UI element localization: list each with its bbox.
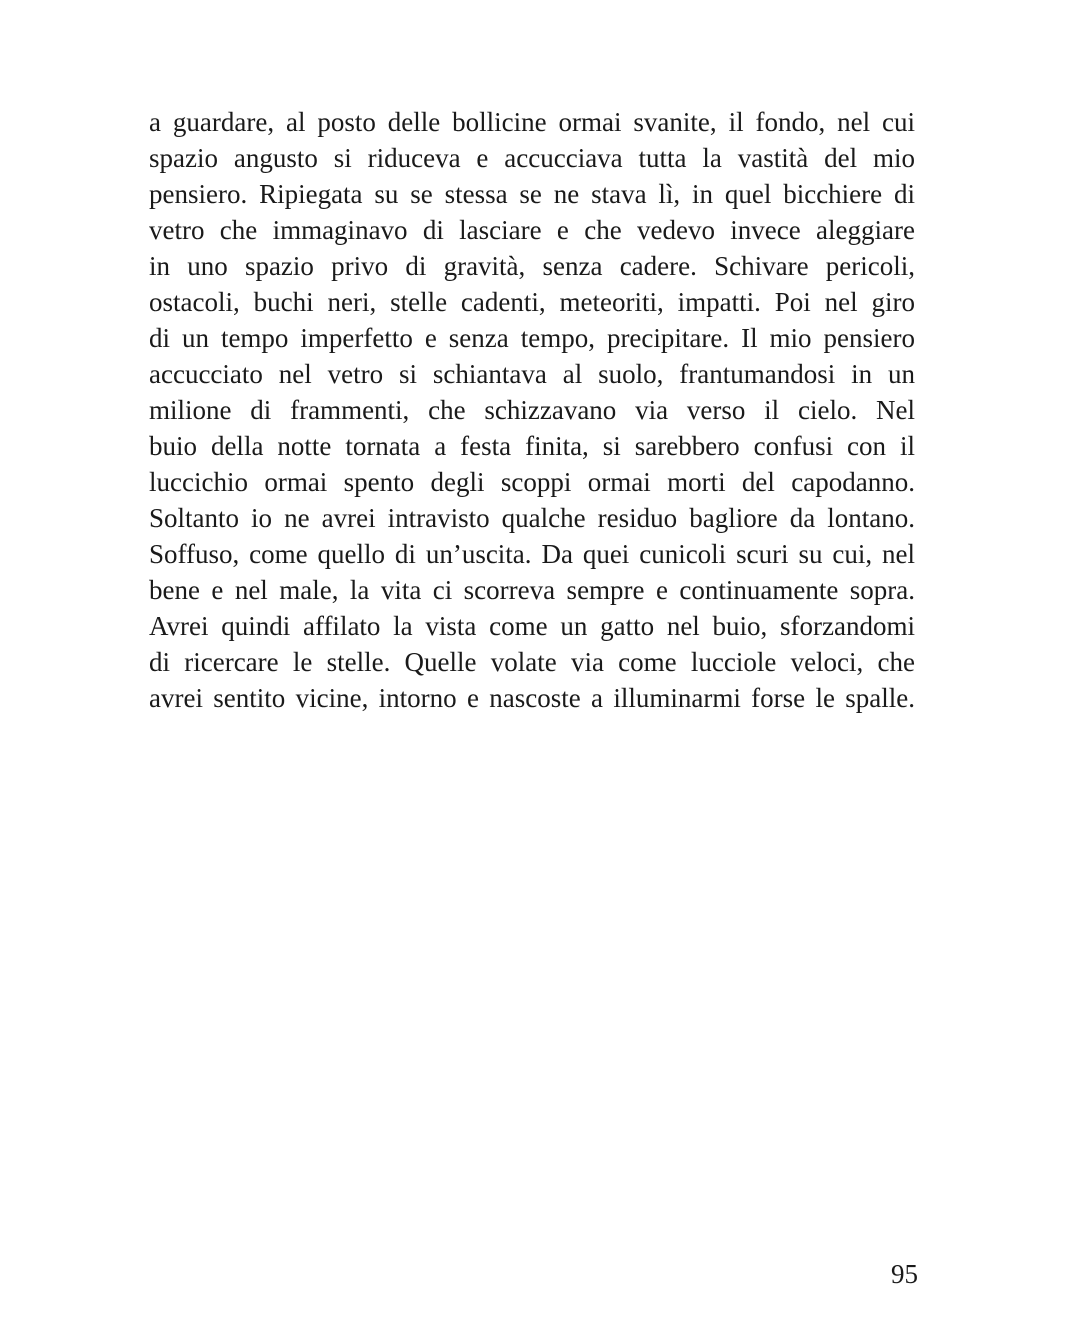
text-line: di ricercare le stelle. Quelle volate via come lucciole veloci, che xyxy=(149,647,915,677)
page-number: 95 xyxy=(891,1259,918,1289)
text-line: avrei sentito vicine, intorno e nascoste a illuminarmi forse le spalle. xyxy=(149,683,915,713)
text-line: buio della notte tornata a festa finita, si sarebbero confusi con il xyxy=(149,431,915,461)
text-line: in uno spazio privo di gravità, senza cadere. Schivare pericoli, xyxy=(149,251,915,281)
text-line: bene e nel male, la vita ci scorreva sempre e continuamente sopra. xyxy=(149,575,915,605)
text-line: milione di frammenti, che schizzavano via verso il cielo. Nel xyxy=(149,395,915,425)
text-line: accucciato nel vetro si schiantava al suolo, frantumandosi in un xyxy=(149,359,915,389)
text-line: ostacoli, buchi neri, stelle cadenti, meteoriti, impatti. Poi nel giro xyxy=(149,287,915,317)
body-paragraph xyxy=(149,104,915,716)
text-line: spazio angusto si riduceva e accucciava tutta la vastità del mio xyxy=(149,143,915,173)
text-line: pensiero. Ripiegata su se stessa se ne stava lì, in quel bicchiere di xyxy=(149,179,915,209)
text-line: vetro che immaginavo di lasciare e che vedevo invece aleggiare xyxy=(149,215,915,245)
text-line: Soltanto io ne avrei intravisto qualche residuo bagliore da lontano. xyxy=(149,503,915,533)
text-line: Avrei quindi affilato la vista come un gatto nel buio, sforzandomi xyxy=(149,611,915,641)
text-line: luccichio ormai spento degli scoppi ormai morti del capodanno. xyxy=(149,467,915,497)
text-line: Soffuso, come quello di un’uscita. Da quei cunicoli scuri su cui, nel xyxy=(149,539,915,569)
text-line: di un tempo imperfetto e senza tempo, precipitare. Il mio pensiero xyxy=(149,323,915,353)
text-line: a guardare, al posto delle bollicine ormai svanite, il fondo, nel cui xyxy=(149,107,915,137)
